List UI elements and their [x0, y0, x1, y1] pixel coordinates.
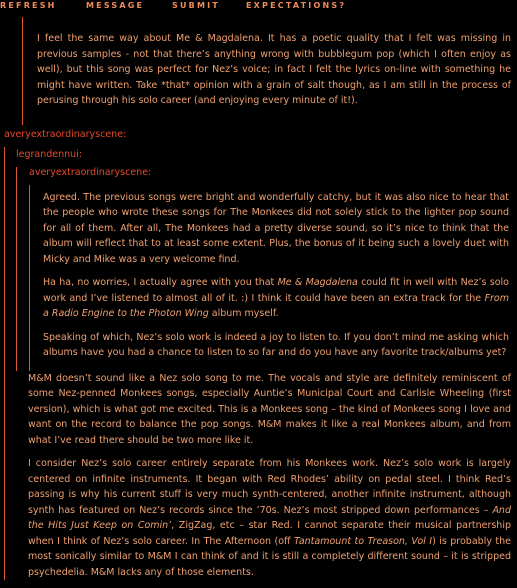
- quote-level-3: [16, 167, 517, 371]
- username-link[interactable]: averyextraordinaryscene:: [29, 166, 152, 178]
- quote-paragraph: Agreed. The previous songs were bright and wonderfully catchy, but it was also nice to hear that the people who wrote these songs for The Monkees did not solely stick to the lighter pop sound for all of them. After all, The Monkees had a pretty diverse sound, so it’s nice to think that the album will reflect that to at least some extent. Plus, the bonus of it being such a lovely duet with Micky and Mike was a very welcome find.: [43, 191, 509, 265]
- reply-block: [16, 371, 517, 581]
- expectations-link[interactable]: EXPECTATIONS?: [246, 1, 347, 10]
- quote-level-1: [22, 17, 517, 125]
- album-title: Tantamount to Treason, Vol I: [294, 535, 433, 547]
- message-link[interactable]: MESSAGE: [86, 1, 145, 10]
- reply-paragraph: I consider Nez’s solo career entirely separate from his Monkees work. Nez’s solo work is largely centered on infinite instruments. It began with Red Rhodes’ ability on pedal steel. I think Red’s passing is why his current stuff is very much synth-centered, another infinite instrument, although synth has featured on Nez’s records since the ’70s. Nez’s most stripped down performances – And the Hits Just Keep on Comin’, ZigZag, etc – star Red. I cannot separate their musical partnership when I think of Nez’s solo career. In The Afternoon (off Tantamount to Treason, Vol I) is probably the most sonically similar to M&M I can think of and it is still a completely different sound – it is stripped psychedelia. M&M lacks any of those elements.: [28, 458, 512, 578]
- quote-level-4: [29, 185, 517, 371]
- refresh-link[interactable]: REFRESH: [0, 1, 57, 10]
- quote-text: I feel the same way about Me & Magdalena. It has a poetic quality that I felt was missing in previous samples - not that there’s anything wrong with bubblegum pop (which I often enjoy as well), but this song was perfect for Nez’s voice; in fact I felt the lyrics on-line with something he might have written. Take *that* opinion with a grain of salt though, as I am still in the process of perusing through his solo career (and enjoying every minute of it!).: [37, 33, 511, 106]
- submit-link[interactable]: SUBMIT: [172, 1, 220, 10]
- quote-level-2: [4, 147, 517, 581]
- album-title: From a Radio Engine to the Photon Wing: [43, 292, 509, 319]
- quote-paragraph: Speaking of which, Nez’s solo work is indeed a joy to listen to. If you don’t mind me asking which albums have you had a chance to listen to so far and do you have any favorite track/albums yet?: [43, 331, 509, 358]
- username-link[interactable]: averyextraordinaryscene:: [4, 128, 127, 140]
- reply-paragraph: M&M doesn’t sound like a Nez solo song to me. The vocals and style are definitely reminiscent of some Nez-penned Monkees songs, especially Auntie’s Municipal Court and Carlisle Wheeling (first version), which is what got me excited. This is a Monkees song – the kind of Monkees song I love and want on the record to balance the pop songs. M&M makes it like a real Monkees album, and from what I’ve read there should be two more like it.: [28, 372, 511, 446]
- post-body: [0, 17, 517, 588]
- album-title: And the Hits Just Keep on Comin’: [28, 504, 511, 531]
- quote-paragraph: Ha ha, no worries, I actually agree with you that Me & Magdalena could fit in well with Nez’s solo work and I’ve listened to almost all of it. :) I think it could have been an extra track for the From a Radio Engine to the Photon Wing album myself.: [43, 277, 509, 319]
- album-title: Me & Magdalena: [277, 277, 358, 288]
- username-link[interactable]: legrandennui:: [16, 148, 83, 160]
- top-navigation: [0, 0, 517, 13]
